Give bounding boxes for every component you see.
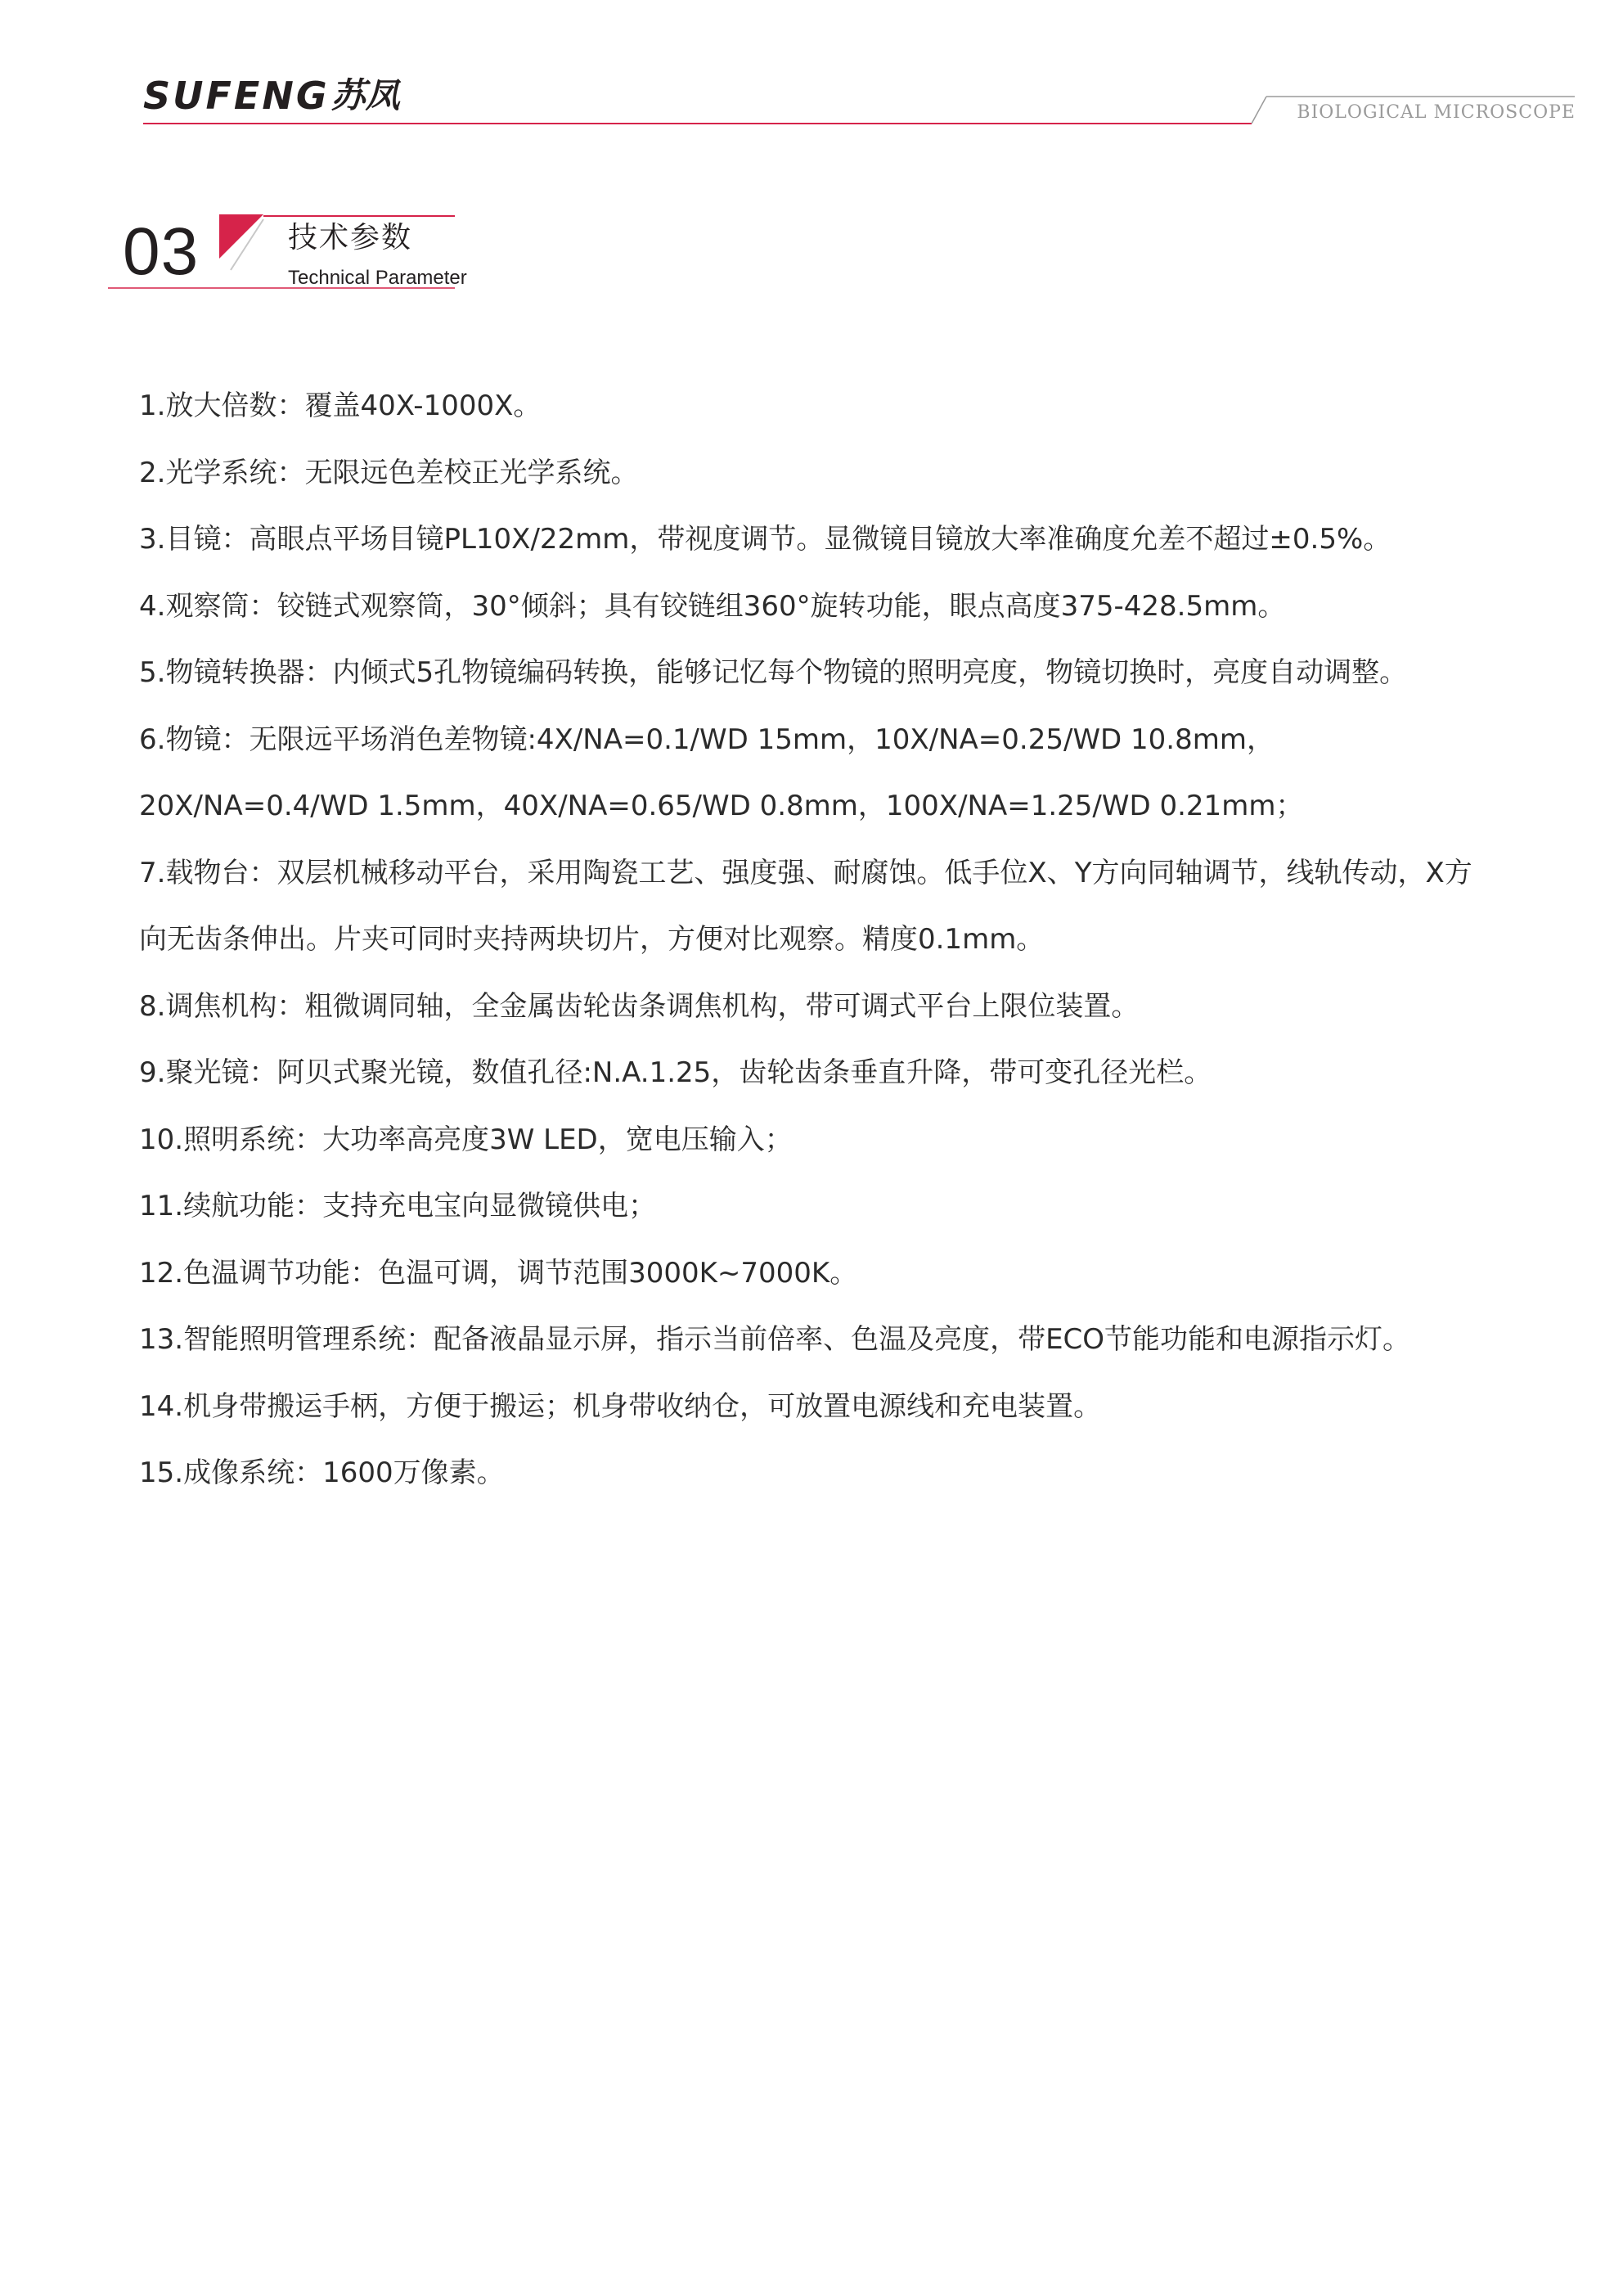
parameter-line: 2.光学系统：无限远色差校正光学系统。 [139,456,639,489]
section-title-en: Technical Parameter [288,267,467,289]
document-section-tag: BIOLOGICAL MICROSCOPE [1297,102,1576,123]
parameter-line: 1.放大倍数：覆盖40X-1000X。 [139,389,542,422]
parameter-line: 10.照明系统：大功率高亮度3W LED，宽电压输入； [139,1123,793,1156]
parameter-line: 8.调焦机构：粗微调同轴，全金属齿轮齿条调焦机构，带可调式平台上限位装置。 [139,989,1140,1023]
parameter-line: 9.聚光镜：阿贝式聚光镜，数值孔径:N.A.1.25，齿轮齿条垂直升降，带可变孔径光栏。 [139,1056,1212,1089]
parameter-line: 15.成像系统：1600万像素。 [139,1456,505,1489]
parameter-line: 4.观察筒：铰链式观察筒，30°倾斜；具有铰链组360°旋转功能，眼点高度375-428.5mm。 [139,589,1286,623]
parameter-line: 5.物镜转换器：内倾式5孔物镜编码转换，能够记忆每个物镜的照明亮度，物镜切换时，亮度自动调整。 [139,656,1408,689]
parameter-line: 6.物镜：无限远平场消色差物镜:4X/NA=0.1/WD 15mm，10X/NA=0.25/WD 10.8mm， [139,723,1275,756]
parameter-line: 11.续航功能：支持充电宝向显微镜供电； [139,1190,657,1222]
parameter-line: 20X/NA=0.4/WD 1.5mm，40X/NA=0.65/WD 0.8mm，100X/NA=1.25/WD 0.21mm； [139,790,1304,822]
parameter-line: 12.色温调节功能：色温可调，调节范围3000K~7000K。 [139,1256,858,1290]
section-red-triangle [219,214,263,259]
parameter-line: 7.载物台：双层机械移动平台，采用陶瓷工艺、强度强、耐腐蚀。低手位X、Y方向同轴调节，线轨传动，X方 [139,856,1472,889]
section-title-cn: 技术参数 [288,221,413,254]
parameter-list [139,373,1530,1507]
parameter-line: 13.智能照明管理系统：配备液晶显示屏，指示当前倍率、色温及亮度，带ECO节能功能和电源指示灯。 [139,1323,1411,1356]
brand-cjk-text: 苏凤 [330,75,400,115]
parameter-line: 3.目镜：高眼点平场目镜PL10X/22mm，带视度调节。显微镜目镜放大率准确度允差不超过±0.5%。 [139,523,1391,556]
parameter-line: 14.机身带搬运手柄，方便于搬运；机身带收纳仓，可放置电源线和充电装置。 [139,1389,1102,1423]
parameter-line: 向无齿条伸出。片夹可同时夹持两块切片，方便对比观察。精度0.1mm。 [139,923,1045,956]
header-step-line [1252,97,1266,124]
section-number: 03 [123,214,200,289]
brand-logo [143,75,400,116]
brand-latin-text: SUFENG [143,74,330,118]
